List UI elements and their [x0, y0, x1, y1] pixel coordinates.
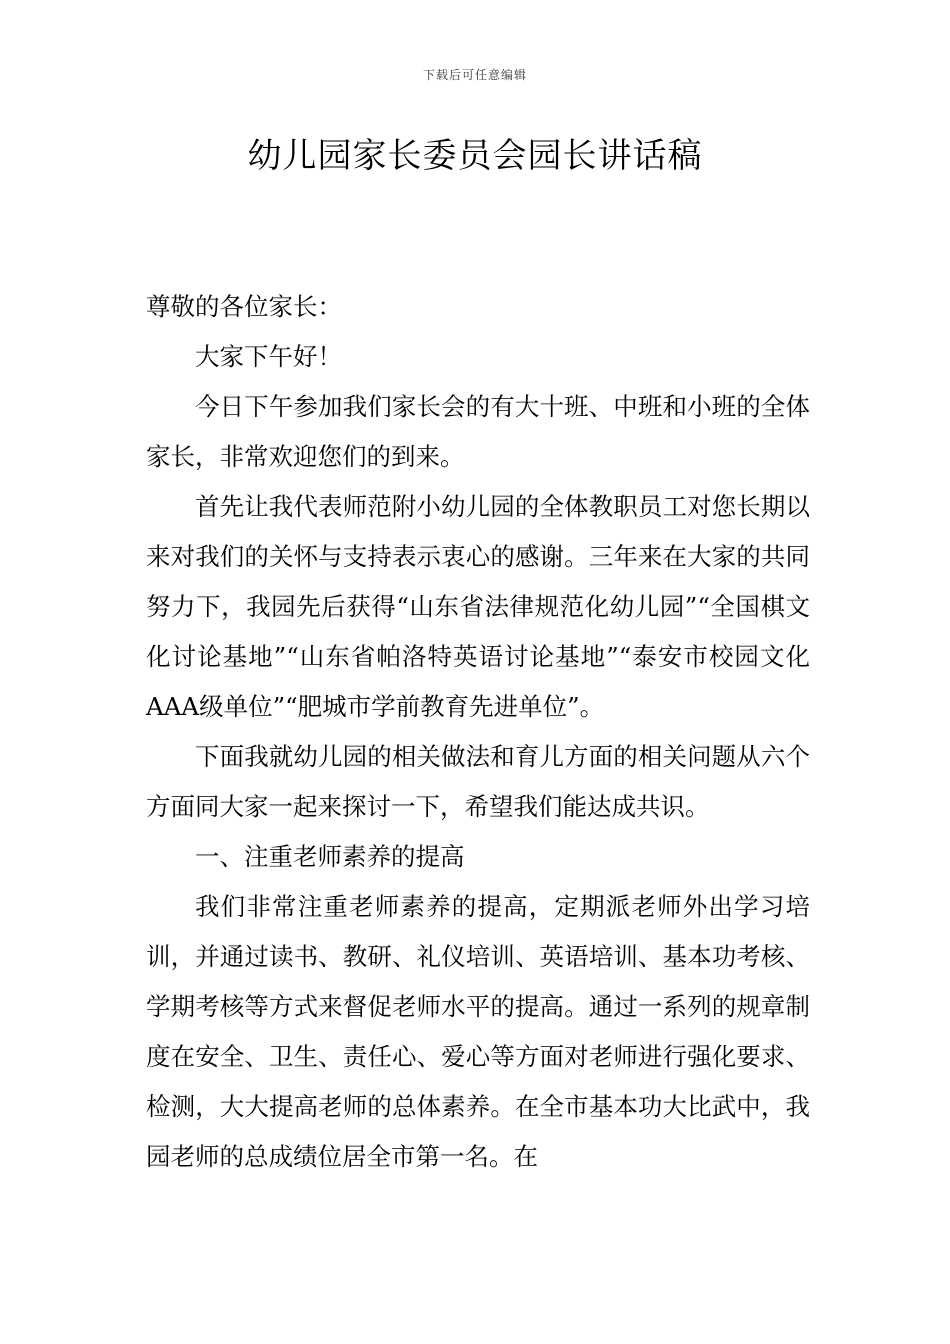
salutation: 尊敬的各位家长：	[146, 292, 342, 321]
document-body	[146, 282, 810, 1182]
header-note: 下载后可任意编辑	[422, 68, 527, 82]
paragraph-section-1: 我们非常注重老师素养的提高，定期派老师外出学习培训，并通过读书、教研、礼仪培训、英语培训、基本功考核、学期考核等方式来督促老师水平的提高。通过一系列的规章制度在安全、卫生、责任心、爱心等方面对老师进行强化要求、检测，大大提高老师的总体素养。在全市基本功大比武中，我园老师的总成绩位居全市第一名。在	[146, 892, 810, 1171]
paragraph-intro: 下面我就幼儿园的相关做法和育儿方面的相关问题从六个方面同大家一起来探讨一下，希望我们能达成共识。	[146, 742, 810, 821]
document-title: 幼儿园家长委员会园长讲话稿	[247, 136, 703, 176]
paragraph-thanks: 首先让我代表师范附小幼儿园的全体教职员工对您长期以来对我们的关怀与支持表示衷心的感谢。三年来在大家的共同努力下，我园先后获得“山东省法律规范化幼儿园”“全国棋文化讨论基地”“山东省帕洛特英语讨论基地”“泰安市校园文化AAA级单位”“肥城市学前教育先进单位”。	[146, 492, 810, 721]
section-heading-1: 一、注重老师素养的提高	[195, 842, 465, 871]
paragraph-welcome: 今日下午参加我们家长会的有大十班、中班和小班的全体家长，非常欢迎您们的到来。	[146, 392, 810, 471]
paragraph-greeting: 大家下午好！	[195, 342, 342, 371]
